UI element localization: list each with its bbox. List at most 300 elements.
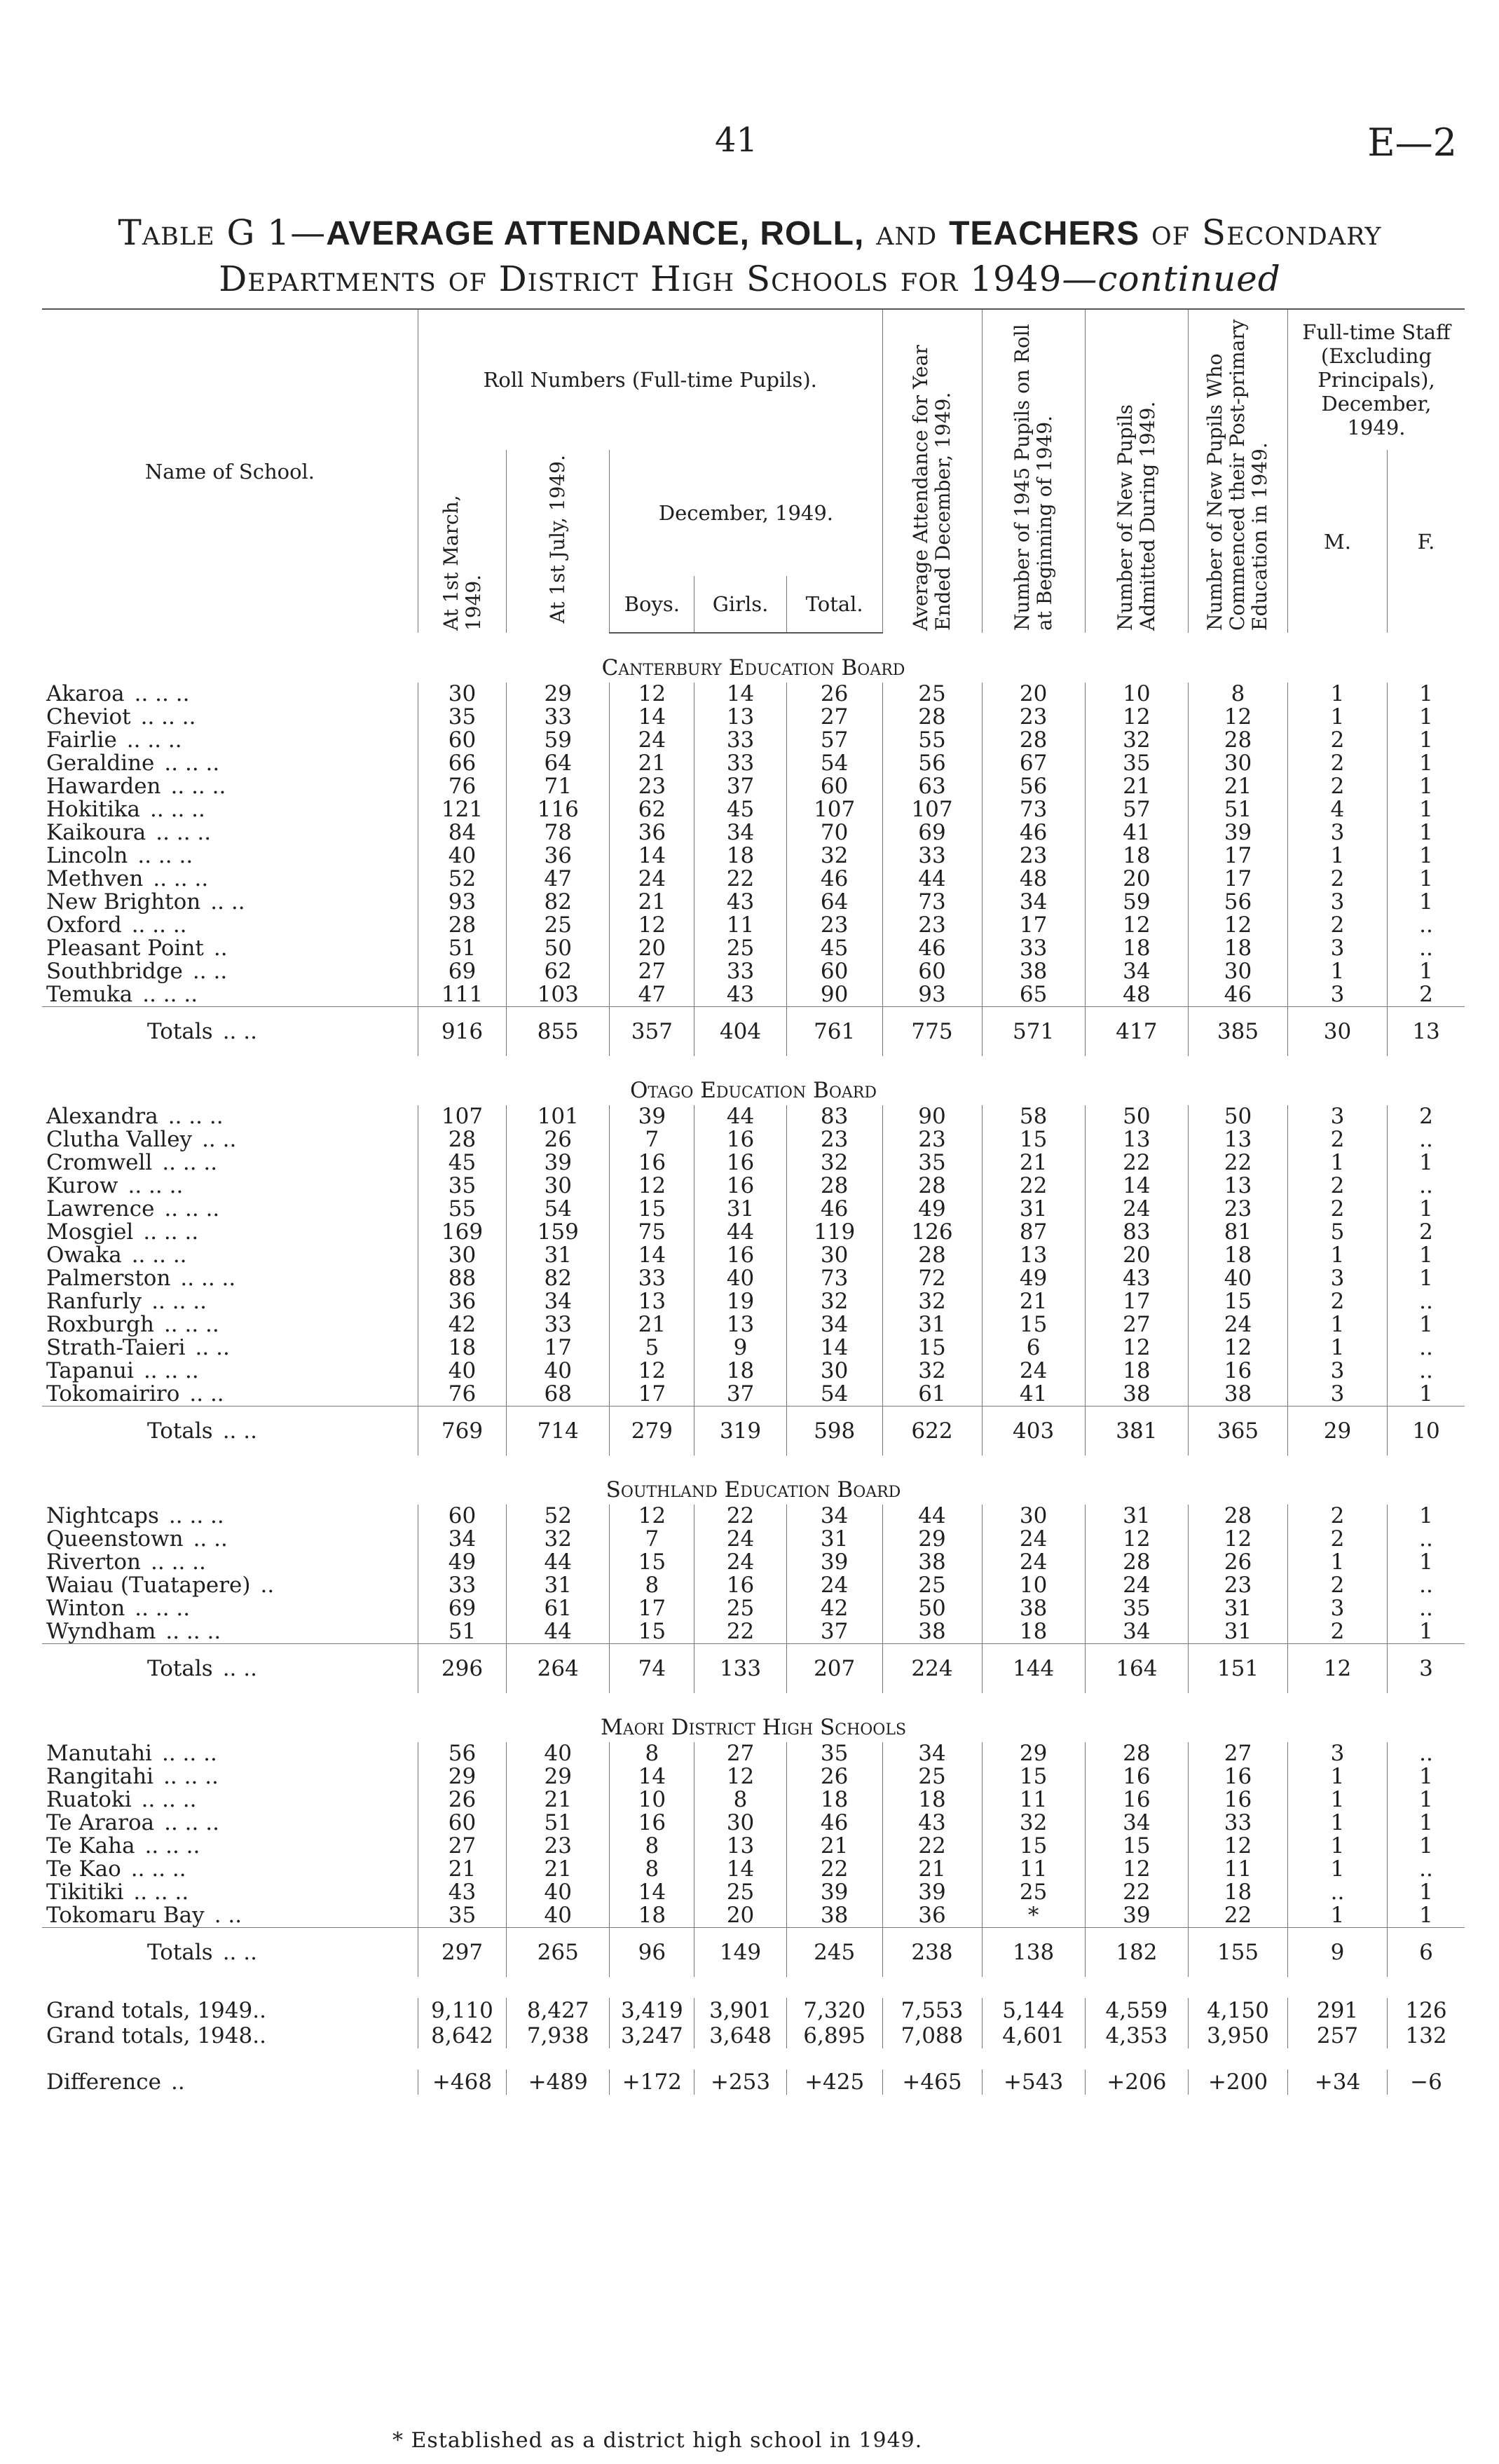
school-name: Te Kaha	[46, 1835, 135, 1858]
value-cell: 83	[1085, 1221, 1188, 1244]
value-cell: 33	[882, 844, 982, 868]
value-cell: 33	[418, 1574, 506, 1597]
leader-dots: .. .. ..	[156, 821, 212, 844]
value-cell: 32	[882, 1360, 982, 1383]
value-cell: 24	[786, 1574, 882, 1597]
value-cell: 59	[1085, 891, 1188, 914]
value-cell: 60	[786, 960, 882, 983]
school-name: Hawarden	[46, 775, 161, 798]
value-cell: 107	[786, 798, 882, 821]
leader-dots: .. .. ..	[128, 1175, 184, 1198]
value-cell: 7,088	[882, 2023, 982, 2048]
value-cell: 39	[786, 1881, 882, 1904]
header-form-pupils: Number of 1945 Pupils on Roll at Beginning of 1949.	[982, 309, 1085, 633]
value-cell: 32	[882, 1290, 982, 1313]
value-cell: 10	[610, 1788, 694, 1812]
value-cell: 12	[1085, 706, 1188, 729]
value-cell: 1	[1387, 891, 1465, 914]
school-name-cell	[42, 1620, 418, 1644]
value-cell: 5,144	[982, 1998, 1085, 2023]
value-cell: 6	[1387, 1928, 1465, 1978]
leader-dots: .. .. ..	[161, 1742, 217, 1765]
value-cell: 52	[418, 868, 506, 891]
value-cell: 17	[1189, 844, 1288, 868]
value-cell: 13	[1387, 1007, 1465, 1057]
table-row	[42, 1574, 1465, 1597]
value-cell: 60	[418, 729, 506, 752]
value-cell: 1	[1387, 1551, 1465, 1574]
value-cell: 2	[1287, 729, 1387, 752]
table-title	[42, 210, 1458, 301]
school-name: Roxburgh	[46, 1313, 154, 1336]
value-cell: 31	[507, 1574, 610, 1597]
title-line-1	[42, 210, 1458, 256]
value-cell: 62	[507, 960, 610, 983]
header-staff: Full-time Staff (Excluding Principals), December, 1949.	[1287, 309, 1465, 450]
value-cell: 25	[694, 1597, 786, 1620]
table-row	[42, 983, 1465, 1007]
value-cell: 1	[1387, 1835, 1465, 1858]
value-cell: 56	[1189, 891, 1288, 914]
value-cell: 15	[882, 1336, 982, 1360]
value-cell: 357	[610, 1007, 694, 1057]
value-cell: 622	[882, 1406, 982, 1456]
value-cell: 11	[982, 1858, 1085, 1881]
school-name: Ruatoki	[46, 1788, 132, 1812]
leader-dots: .. .. ..	[180, 1267, 236, 1290]
value-cell: 64	[786, 891, 882, 914]
value-cell: 44	[507, 1551, 610, 1574]
value-cell: 51	[507, 1812, 610, 1835]
value-cell: 12	[1189, 1528, 1288, 1551]
title-line-2	[42, 256, 1458, 301]
school-name-cell	[42, 1574, 418, 1597]
value-cell: 107	[418, 1105, 506, 1128]
school-name-cell	[42, 1151, 418, 1175]
school-name-cell	[42, 1881, 418, 1904]
value-cell: 12	[610, 1505, 694, 1528]
table-row	[42, 1221, 1465, 1244]
value-cell: 1	[1287, 683, 1387, 706]
header-roll-numbers: Roll Numbers (Full-time Pupils).	[418, 309, 882, 450]
value-cell: 7	[610, 1528, 694, 1551]
value-cell: 11	[1189, 1858, 1288, 1881]
value-cell: 1	[1287, 960, 1387, 983]
value-cell: 54	[786, 752, 882, 775]
value-cell: 159	[507, 1221, 610, 1244]
value-cell: 32	[982, 1812, 1085, 1835]
school-name: Kaikoura	[46, 821, 146, 844]
value-cell: 48	[1085, 983, 1188, 1007]
value-cell: +34	[1287, 2069, 1387, 2095]
school-name-cell	[42, 1505, 418, 1528]
school-name-cell	[42, 1597, 418, 1620]
value-cell: 49	[982, 1267, 1085, 1290]
title-prefix: Table G 1—	[118, 212, 327, 253]
value-cell: 1	[1387, 1383, 1465, 1406]
leader-dots: .. .. ..	[150, 798, 205, 821]
value-cell: 265	[507, 1928, 610, 1978]
value-cell: ..	[1387, 1742, 1465, 1765]
totals-row	[42, 1007, 1465, 1057]
value-cell: 12	[1189, 1835, 1288, 1858]
value-cell: 1	[1387, 1812, 1465, 1835]
school-name: Oxford	[46, 914, 122, 937]
table-row	[42, 1267, 1465, 1290]
value-cell: 116	[507, 798, 610, 821]
value-cell: 28	[1085, 1742, 1188, 1765]
value-cell: 84	[418, 821, 506, 844]
value-cell: 155	[1189, 1928, 1288, 1978]
value-cell: 34	[882, 1742, 982, 1765]
table-row	[42, 960, 1465, 983]
value-cell: 16	[694, 1175, 786, 1198]
value-cell: 3	[1287, 983, 1387, 1007]
value-cell: 26	[786, 1765, 882, 1788]
value-cell: 164	[1085, 1644, 1188, 1694]
school-name-cell	[42, 683, 418, 706]
value-cell: 35	[1085, 752, 1188, 775]
value-cell: 32	[507, 1528, 610, 1551]
value-cell: 45	[418, 1151, 506, 1175]
value-cell: 1	[1387, 1244, 1465, 1267]
document-reference: E—2	[1367, 121, 1457, 165]
school-name: Riverton	[46, 1551, 142, 1574]
value-cell: 101	[507, 1105, 610, 1128]
value-cell: 111	[418, 983, 506, 1007]
school-name-cell	[42, 1360, 418, 1383]
value-cell: 33	[507, 706, 610, 729]
section-heading-row	[42, 1693, 1465, 1742]
leader-dots: .. .. ..	[151, 1290, 207, 1313]
value-cell: 63	[882, 775, 982, 798]
school-name: Manutahi	[46, 1742, 152, 1765]
school-name: Alexandra	[46, 1105, 158, 1128]
value-cell: 714	[507, 1406, 610, 1456]
leader-dots: .. .. ..	[134, 683, 190, 706]
value-cell: 54	[507, 1198, 610, 1221]
school-name: Tokomairiro	[46, 1383, 180, 1406]
value-cell: 23	[1189, 1574, 1288, 1597]
value-cell: 23	[882, 914, 982, 937]
value-cell: 30	[1189, 752, 1288, 775]
leader-dots: ..	[170, 2069, 185, 2095]
value-cell: 26	[786, 683, 882, 706]
table-row	[42, 1788, 1465, 1812]
value-cell: 1	[1387, 1151, 1465, 1175]
value-cell: 61	[882, 1383, 982, 1406]
leader-dots: ..	[260, 1574, 275, 1597]
value-cell: 72	[882, 1267, 982, 1290]
value-cell: 3	[1287, 1597, 1387, 1620]
value-cell: +200	[1189, 2069, 1288, 2095]
value-cell: 34	[1085, 960, 1188, 983]
value-cell: 21	[982, 1151, 1085, 1175]
value-cell: 18	[1189, 1881, 1288, 1904]
value-cell: 50	[507, 937, 610, 960]
value-cell: 69	[882, 821, 982, 844]
value-cell: 279	[610, 1406, 694, 1456]
value-cell: 90	[786, 983, 882, 1007]
table-row	[42, 775, 1465, 798]
value-cell: 404	[694, 1007, 786, 1057]
value-cell: 51	[418, 1620, 506, 1644]
school-name-cell	[42, 729, 418, 752]
value-cell: 33	[610, 1267, 694, 1290]
value-cell: 44	[882, 868, 982, 891]
school-name-cell	[42, 1644, 418, 1694]
value-cell: ..	[1387, 1858, 1465, 1881]
value-cell: 31	[786, 1528, 882, 1551]
value-cell: 2	[1287, 1505, 1387, 1528]
value-cell: 31	[694, 1198, 786, 1221]
value-cell: 66	[418, 752, 506, 775]
school-name: Hokitika	[46, 798, 141, 821]
school-name: Tikitiki	[46, 1881, 124, 1904]
value-cell: 598	[786, 1406, 882, 1456]
value-cell: 3,419	[610, 1998, 694, 2023]
value-cell: 1	[1387, 1505, 1465, 1528]
value-cell: 32	[786, 1151, 882, 1175]
school-name-cell	[42, 1175, 418, 1198]
value-cell: 1	[1287, 1551, 1387, 1574]
leader-dots: .. ..	[222, 1418, 257, 1444]
value-cell: 1	[1387, 868, 1465, 891]
leader-dots: .. .. ..	[130, 1858, 186, 1881]
value-cell: 28	[418, 1128, 506, 1151]
school-name-cell	[42, 1198, 418, 1221]
value-cell: 59	[507, 729, 610, 752]
value-cell: 34	[786, 1313, 882, 1336]
value-cell: 36	[418, 1290, 506, 1313]
value-cell: 30	[507, 1175, 610, 1198]
school-name-cell	[42, 798, 418, 821]
value-cell: 21	[882, 1858, 982, 1881]
value-cell: 21	[1085, 775, 1188, 798]
value-cell: 35	[882, 1151, 982, 1175]
table-row	[42, 752, 1465, 775]
value-cell: 28	[982, 729, 1085, 752]
value-cell: 28	[786, 1175, 882, 1198]
totals-row	[42, 1406, 1465, 1456]
section-heading: Canterbury Education Board	[601, 655, 905, 680]
value-cell: 16	[1189, 1765, 1288, 1788]
value-cell: 1	[1287, 1788, 1387, 1812]
value-cell: 18	[1085, 1360, 1188, 1383]
value-cell: 4,150	[1189, 1998, 1288, 2023]
value-cell: 28	[882, 1175, 982, 1198]
school-name: Totals	[147, 1655, 213, 1681]
title-bold-2: TEACHERS	[949, 215, 1140, 252]
attendance-table	[42, 308, 1465, 2095]
value-cell: 45	[786, 937, 882, 960]
value-cell: 28	[882, 706, 982, 729]
leader-dots: .. .. ..	[164, 1812, 219, 1835]
value-cell: 2	[1287, 775, 1387, 798]
value-cell: 2	[1287, 1290, 1387, 1313]
value-cell: 1	[1387, 798, 1465, 821]
value-cell: 30	[418, 683, 506, 706]
value-cell: 15	[982, 1313, 1085, 1336]
leader-dots: .. .. ..	[137, 844, 193, 868]
school-name: Tokomaru Bay	[46, 1904, 205, 1928]
value-cell: 2	[1287, 1198, 1387, 1221]
value-cell: 14	[694, 1858, 786, 1881]
value-cell: 3	[1287, 821, 1387, 844]
value-cell: 55	[418, 1198, 506, 1221]
school-name-cell	[42, 844, 418, 868]
value-cell: 20	[610, 937, 694, 960]
value-cell: 23	[982, 706, 1085, 729]
value-cell: 87	[982, 1221, 1085, 1244]
value-cell: 18	[418, 1336, 506, 1360]
value-cell: 138	[982, 1928, 1085, 1978]
value-cell: 1	[1387, 1267, 1465, 1290]
value-cell: 132	[1387, 2023, 1465, 2048]
value-cell: 12	[1287, 1644, 1387, 1694]
value-cell: 39	[786, 1551, 882, 1574]
value-cell: 34	[507, 1290, 610, 1313]
value-cell: 31	[882, 1313, 982, 1336]
table-row	[42, 1505, 1465, 1528]
value-cell: 1	[1387, 821, 1465, 844]
header-commenced: Number of New Pupils Who Commenced their Post-primary Education in 1949.	[1189, 309, 1288, 633]
table-row	[42, 1290, 1465, 1313]
value-cell: 46	[982, 821, 1085, 844]
value-cell: 1	[1287, 844, 1387, 868]
value-cell: 381	[1085, 1406, 1188, 1456]
school-name-cell	[42, 1812, 418, 1835]
leader-dots: .. .. ..	[142, 983, 198, 1007]
school-name: Ranfurly	[46, 1290, 142, 1313]
table-row	[42, 844, 1465, 868]
value-cell: 264	[507, 1644, 610, 1694]
table-row	[42, 706, 1465, 729]
school-name: Mosgiel	[46, 1221, 134, 1244]
value-cell: 3	[1387, 1644, 1465, 1694]
school-name: Methven	[46, 868, 144, 891]
value-cell: 14	[610, 1244, 694, 1267]
value-cell: 30	[1189, 960, 1288, 983]
value-cell: 47	[610, 983, 694, 1007]
value-cell: 78	[507, 821, 610, 844]
school-name: Lawrence	[46, 1198, 155, 1221]
value-cell: ..	[1387, 1597, 1465, 1620]
value-cell: 31	[1189, 1597, 1288, 1620]
value-cell: 133	[694, 1644, 786, 1694]
header-staff-m: M.	[1287, 450, 1387, 633]
school-name-cell	[42, 1267, 418, 1290]
school-name-cell	[42, 1128, 418, 1151]
value-cell: 93	[418, 891, 506, 914]
value-cell: 107	[882, 798, 982, 821]
value-cell: 3	[1287, 1383, 1387, 1406]
value-cell: 69	[418, 960, 506, 983]
leader-dots: .. .. ..	[144, 1835, 200, 1858]
value-cell: 3	[1287, 1360, 1387, 1383]
table-row	[42, 891, 1465, 914]
value-cell: 7,553	[882, 1998, 982, 2023]
page-number: 41	[715, 121, 758, 160]
value-cell: 126	[1387, 1998, 1465, 2023]
value-cell: 17	[1085, 1290, 1188, 1313]
value-cell: +489	[507, 2069, 610, 2095]
value-cell: 60	[418, 1505, 506, 1528]
value-cell: 29	[1287, 1406, 1387, 1456]
value-cell: 1	[1387, 1904, 1465, 1928]
value-cell: 46	[1189, 983, 1288, 1007]
value-cell: 28	[1189, 729, 1288, 752]
header-new-pupils: Number of New Pupils Admitted During 1949.	[1085, 309, 1188, 633]
value-cell: 25	[507, 914, 610, 937]
value-cell: 33	[982, 937, 1085, 960]
value-cell: +206	[1085, 2069, 1188, 2095]
school-name: Strath-Taieri	[46, 1336, 186, 1360]
value-cell: 4	[1287, 798, 1387, 821]
leader-dots: .. .. ..	[131, 1244, 187, 1267]
value-cell: 14	[610, 844, 694, 868]
school-name: Pleasant Point	[46, 937, 204, 960]
value-cell: 18	[1085, 937, 1188, 960]
value-cell: 18	[610, 1904, 694, 1928]
school-name-cell	[42, 752, 418, 775]
value-cell: 21	[418, 1858, 506, 1881]
value-cell: 126	[882, 1221, 982, 1244]
value-cell: ..	[1387, 1360, 1465, 1383]
value-cell: 1	[1387, 960, 1465, 983]
value-cell: 23	[507, 1835, 610, 1858]
value-cell: 25	[882, 683, 982, 706]
value-cell: 3	[1287, 1742, 1387, 1765]
value-cell: 5	[1287, 1221, 1387, 1244]
value-cell: 14	[610, 1881, 694, 1904]
section-heading-row	[42, 633, 1465, 683]
value-cell: 8	[610, 1835, 694, 1858]
school-name: Totals	[147, 1018, 213, 1044]
value-cell: 7,320	[786, 1998, 882, 2023]
leader-dots: .. .. ..	[153, 868, 209, 891]
school-name: Clutha Valley	[46, 1128, 193, 1151]
value-cell: 40	[694, 1267, 786, 1290]
value-cell: 69	[418, 1597, 506, 1620]
value-cell: 26	[1189, 1551, 1288, 1574]
value-cell: 25	[982, 1881, 1085, 1904]
header-1st-july: At 1st July, 1949.	[507, 450, 610, 633]
value-cell: 1	[1287, 1765, 1387, 1788]
header-avg-attendance: Average Attendance for Year Ended December, 1949.	[882, 309, 982, 633]
value-cell: 21	[982, 1290, 1085, 1313]
value-cell: 22	[1189, 1904, 1288, 1928]
value-cell: 39	[507, 1151, 610, 1175]
table-header	[42, 309, 1465, 633]
leader-dots: .. ..	[192, 960, 228, 983]
value-cell: 3	[1287, 937, 1387, 960]
value-cell: 16	[694, 1128, 786, 1151]
table-row	[42, 1360, 1465, 1383]
value-cell: 23	[610, 775, 694, 798]
value-cell: 13	[982, 1244, 1085, 1267]
value-cell: 83	[786, 1105, 882, 1128]
value-cell: 23	[786, 1128, 882, 1151]
value-cell: 17	[507, 1336, 610, 1360]
value-cell: 385	[1189, 1007, 1288, 1057]
value-cell: 417	[1085, 1007, 1188, 1057]
school-name: Cromwell	[46, 1151, 153, 1175]
value-cell: 18	[694, 1360, 786, 1383]
value-cell: 22	[786, 1858, 882, 1881]
school-name: Geraldine	[46, 752, 155, 775]
value-cell: 4,559	[1085, 1998, 1188, 2023]
